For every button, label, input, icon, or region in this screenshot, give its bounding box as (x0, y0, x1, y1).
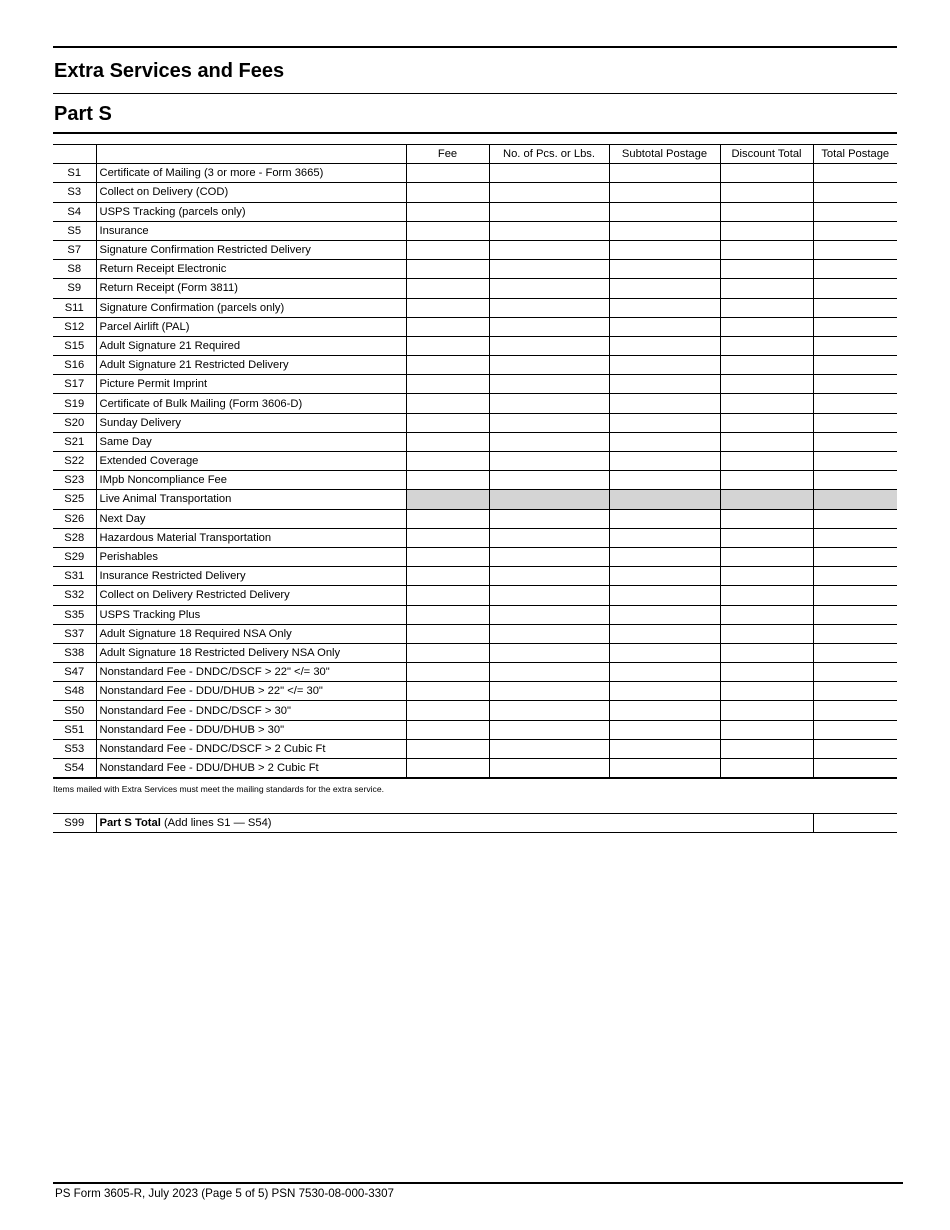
subtotal-input[interactable] (609, 394, 720, 413)
subtotal-input[interactable] (609, 701, 720, 720)
table-row (53, 202, 897, 221)
table-row (53, 394, 897, 413)
total-postage-input[interactable] (813, 814, 897, 833)
discount-input[interactable] (720, 759, 813, 779)
discount-input[interactable] (720, 624, 813, 643)
subtotal-input[interactable] (609, 260, 720, 279)
subtotal-input[interactable] (609, 759, 720, 779)
fee-input[interactable] (406, 605, 489, 624)
total-input[interactable] (813, 624, 897, 643)
total-input[interactable] (813, 682, 897, 701)
pieces-input[interactable] (489, 567, 609, 586)
extra-services-note: Items mailed with Extra Services must meet the mailing standards for the extra service. (53, 784, 384, 794)
total-input[interactable] (813, 528, 897, 547)
row-label: Adult Signature 21 Required (96, 336, 406, 355)
discount-input (720, 490, 813, 509)
row-code: S5 (53, 221, 96, 240)
subtotal-input[interactable] (609, 471, 720, 490)
subtotal-input[interactable] (609, 413, 720, 432)
row-label: Signature Confirmation Restricted Delivery (96, 240, 406, 259)
total-input[interactable] (813, 643, 897, 662)
table-row (53, 240, 897, 259)
total-input[interactable] (813, 336, 897, 355)
fee-input[interactable] (406, 336, 489, 355)
table-row (53, 528, 897, 547)
pieces-input[interactable] (489, 547, 609, 566)
table-row (53, 279, 897, 298)
pieces-input[interactable] (489, 164, 609, 183)
subtotal-input[interactable] (609, 240, 720, 259)
row-code: S19 (53, 394, 96, 413)
row-label: Return Receipt Electronic (96, 260, 406, 279)
fee-input[interactable] (406, 547, 489, 566)
row-code: S25 (53, 490, 96, 509)
total-input[interactable] (813, 720, 897, 739)
pieces-input[interactable] (489, 759, 609, 779)
table-row (53, 413, 897, 432)
subtotal-input (609, 490, 720, 509)
table-row (53, 586, 897, 605)
discount-input[interactable] (720, 240, 813, 259)
total-input (813, 490, 897, 509)
row-code: S11 (53, 298, 96, 317)
table-row (53, 547, 897, 566)
pieces-input[interactable] (489, 183, 609, 202)
discount-input[interactable] (720, 413, 813, 432)
fee-input[interactable] (406, 701, 489, 720)
pieces-input[interactable] (489, 682, 609, 701)
total-input[interactable] (813, 509, 897, 528)
fee-input[interactable] (406, 586, 489, 605)
subtotal-input[interactable] (609, 547, 720, 566)
fee-input[interactable] (406, 432, 489, 451)
row-label: Parcel Airlift (PAL) (96, 317, 406, 336)
fee-input[interactable] (406, 471, 489, 490)
total-input[interactable] (813, 605, 897, 624)
row-label: Collect on Delivery (COD) (96, 183, 406, 202)
row-code: S29 (53, 547, 96, 566)
discount-input[interactable] (720, 298, 813, 317)
total-input[interactable] (813, 375, 897, 394)
row-label: Nonstandard Fee - DDU/DHUB > 30" (96, 720, 406, 739)
table-row (53, 663, 897, 682)
subtotal-input[interactable] (609, 375, 720, 394)
row-code: S9 (53, 279, 96, 298)
pieces-input[interactable] (489, 663, 609, 682)
subtotal-input[interactable] (609, 739, 720, 758)
fee-input[interactable] (406, 682, 489, 701)
row-label: USPS Tracking Plus (96, 605, 406, 624)
subtotal-input[interactable] (609, 432, 720, 451)
row-code: S28 (53, 528, 96, 547)
row-label: Live Animal Transportation (96, 490, 406, 509)
subtotal-input[interactable] (609, 356, 720, 375)
row-code: S51 (53, 720, 96, 739)
row-label: Nonstandard Fee - DDU/DHUB > 22" </= 30" (96, 682, 406, 701)
discount-input[interactable] (720, 739, 813, 758)
pieces-input[interactable] (489, 336, 609, 355)
total-input[interactable] (813, 279, 897, 298)
total-input[interactable] (813, 202, 897, 221)
row-label: Adult Signature 21 Restricted Delivery (96, 356, 406, 375)
pieces-input (489, 490, 609, 509)
pieces-input[interactable] (489, 701, 609, 720)
row-label: Same Day (96, 432, 406, 451)
total-input[interactable] (813, 452, 897, 471)
row-code: S12 (53, 317, 96, 336)
pieces-input[interactable] (489, 413, 609, 432)
table-row (53, 260, 897, 279)
row-code: S50 (53, 701, 96, 720)
total-input[interactable] (813, 471, 897, 490)
column-header-pieces: No. of Pcs. or Lbs. (489, 145, 609, 164)
discount-input[interactable] (720, 317, 813, 336)
fee-input[interactable] (406, 739, 489, 758)
pieces-input[interactable] (489, 317, 609, 336)
fee-input[interactable] (406, 624, 489, 643)
row-code: S48 (53, 682, 96, 701)
table-row (53, 739, 897, 758)
row-label: Hazardous Material Transportation (96, 528, 406, 547)
subtotal-input[interactable] (609, 663, 720, 682)
pieces-input[interactable] (489, 394, 609, 413)
table-row (53, 567, 897, 586)
part-title: Part S (54, 103, 112, 125)
table-row (53, 490, 897, 509)
pieces-input[interactable] (489, 240, 609, 259)
subtotal-input[interactable] (609, 336, 720, 355)
subtotal-input[interactable] (609, 317, 720, 336)
total-input[interactable] (813, 221, 897, 240)
pieces-input[interactable] (489, 509, 609, 528)
pieces-input[interactable] (489, 260, 609, 279)
fee-input[interactable] (406, 240, 489, 259)
row-label: Nonstandard Fee - DNDC/DSCF > 22" </= 30" (96, 663, 406, 682)
fee-input[interactable] (406, 567, 489, 586)
fee-input[interactable] (406, 298, 489, 317)
discount-input[interactable] (720, 260, 813, 279)
total-input[interactable] (813, 298, 897, 317)
row-code: S17 (53, 375, 96, 394)
service-column-header (96, 145, 406, 164)
row-code: S22 (53, 452, 96, 471)
discount-input[interactable] (720, 221, 813, 240)
fee-input[interactable] (406, 356, 489, 375)
discount-input[interactable] (720, 547, 813, 566)
total-input[interactable] (813, 240, 897, 259)
row-code: S16 (53, 356, 96, 375)
column-header-total: Total Postage (813, 145, 897, 164)
fee-input[interactable] (406, 317, 489, 336)
subtotal-input[interactable] (609, 164, 720, 183)
total-input[interactable] (813, 183, 897, 202)
total-label-instruction: (Add lines S1 — S54) (160, 817, 272, 829)
table-row (53, 298, 897, 317)
row-code: S32 (53, 586, 96, 605)
discount-input[interactable] (720, 279, 813, 298)
discount-input[interactable] (720, 452, 813, 471)
total-input[interactable] (813, 260, 897, 279)
row-label: Picture Permit Imprint (96, 375, 406, 394)
row-code: S54 (53, 759, 96, 779)
discount-input[interactable] (720, 183, 813, 202)
fee-input (406, 490, 489, 509)
table-row (53, 605, 897, 624)
pieces-input[interactable] (489, 643, 609, 662)
footer-rule (53, 1182, 903, 1184)
total-input[interactable] (813, 547, 897, 566)
row-code: S31 (53, 567, 96, 586)
fee-input[interactable] (406, 720, 489, 739)
fee-input[interactable] (406, 183, 489, 202)
pieces-input[interactable] (489, 471, 609, 490)
row-code: S37 (53, 624, 96, 643)
discount-input[interactable] (720, 643, 813, 662)
row-label: Return Receipt (Form 3811) (96, 279, 406, 298)
row-code: S47 (53, 663, 96, 682)
table-row (53, 183, 897, 202)
pieces-input[interactable] (489, 298, 609, 317)
row-label: IMpb Noncompliance Fee (96, 471, 406, 490)
title-divider (53, 93, 897, 94)
total-code: S99 (53, 814, 96, 833)
part-divider (53, 132, 897, 134)
fee-input[interactable] (406, 509, 489, 528)
form-footer: PS Form 3605-R, July 2023 (Page 5 of 5) PSN 7530-08-000-3307 (55, 1187, 394, 1200)
row-code: S38 (53, 643, 96, 662)
fee-input[interactable] (406, 663, 489, 682)
subtotal-input[interactable] (609, 202, 720, 221)
subtotal-input[interactable] (609, 605, 720, 624)
total-input[interactable] (813, 567, 897, 586)
row-label: Nonstandard Fee - DNDC/DSCF > 30" (96, 701, 406, 720)
fee-input[interactable] (406, 759, 489, 779)
discount-input[interactable] (720, 164, 813, 183)
table-row (53, 720, 897, 739)
total-input[interactable] (813, 759, 897, 779)
total-row (53, 814, 897, 833)
fee-input[interactable] (406, 528, 489, 547)
row-code: S8 (53, 260, 96, 279)
subtotal-input[interactable] (609, 720, 720, 739)
fee-input[interactable] (406, 202, 489, 221)
subtotal-input[interactable] (609, 528, 720, 547)
discount-input[interactable] (720, 701, 813, 720)
subtotal-input[interactable] (609, 643, 720, 662)
discount-input[interactable] (720, 509, 813, 528)
pieces-input[interactable] (489, 221, 609, 240)
row-label: Perishables (96, 547, 406, 566)
discount-input[interactable] (720, 375, 813, 394)
subtotal-input[interactable] (609, 221, 720, 240)
row-code: S7 (53, 240, 96, 259)
table-row (53, 221, 897, 240)
fee-input[interactable] (406, 279, 489, 298)
fee-input[interactable] (406, 164, 489, 183)
subtotal-input[interactable] (609, 682, 720, 701)
table-row (53, 356, 897, 375)
fee-input[interactable] (406, 394, 489, 413)
top-rule (53, 46, 897, 48)
row-code: S53 (53, 739, 96, 758)
row-code: S26 (53, 509, 96, 528)
discount-input[interactable] (720, 663, 813, 682)
row-label: Adult Signature 18 Required NSA Only (96, 624, 406, 643)
discount-input[interactable] (720, 586, 813, 605)
row-label: Adult Signature 18 Restricted Delivery NSA Only (96, 643, 406, 662)
subtotal-input[interactable] (609, 183, 720, 202)
fee-input[interactable] (406, 413, 489, 432)
pieces-input[interactable] (489, 739, 609, 758)
row-code: S1 (53, 164, 96, 183)
table-row (53, 432, 897, 451)
fee-input[interactable] (406, 643, 489, 662)
code-column-header (53, 145, 96, 164)
row-label: Sunday Delivery (96, 413, 406, 432)
discount-input[interactable] (720, 720, 813, 739)
fee-input[interactable] (406, 221, 489, 240)
discount-input[interactable] (720, 528, 813, 547)
total-input[interactable] (813, 739, 897, 758)
fee-input[interactable] (406, 452, 489, 471)
total-label (96, 814, 813, 833)
table-row (53, 624, 897, 643)
row-label: Signature Confirmation (parcels only) (96, 298, 406, 317)
row-label: Insurance (96, 221, 406, 240)
row-code: S3 (53, 183, 96, 202)
column-header-fee: Fee (406, 145, 489, 164)
discount-input[interactable] (720, 394, 813, 413)
row-label: Nonstandard Fee - DNDC/DSCF > 2 Cubic Ft (96, 739, 406, 758)
row-label: Certificate of Bulk Mailing (Form 3606-D) (96, 394, 406, 413)
row-code: S4 (53, 202, 96, 221)
table-row (53, 759, 897, 779)
table-row (53, 509, 897, 528)
subtotal-input[interactable] (609, 624, 720, 643)
pieces-input[interactable] (489, 586, 609, 605)
table-row (53, 682, 897, 701)
pieces-input[interactable] (489, 356, 609, 375)
pieces-input[interactable] (489, 375, 609, 394)
row-label: Next Day (96, 509, 406, 528)
table-row (53, 375, 897, 394)
pieces-input[interactable] (489, 202, 609, 221)
row-code: S21 (53, 432, 96, 451)
subtotal-input[interactable] (609, 452, 720, 471)
table-row (53, 336, 897, 355)
row-label: Nonstandard Fee - DDU/DHUB > 2 Cubic Ft (96, 759, 406, 779)
row-label: Certificate of Mailing (3 or more - Form 3665) (96, 164, 406, 183)
table-row (53, 701, 897, 720)
fee-input[interactable] (406, 260, 489, 279)
discount-input[interactable] (720, 567, 813, 586)
discount-input[interactable] (720, 356, 813, 375)
page-title: Extra Services and Fees (54, 60, 285, 82)
table-row (53, 471, 897, 490)
column-header-discount: Discount Total (720, 145, 813, 164)
table-row (53, 317, 897, 336)
total-input[interactable] (813, 164, 897, 183)
total-input[interactable] (813, 663, 897, 682)
row-code: S23 (53, 471, 96, 490)
row-code: S15 (53, 336, 96, 355)
part-s-total-table (53, 813, 897, 833)
row-label: USPS Tracking (parcels only) (96, 202, 406, 221)
pieces-input[interactable] (489, 605, 609, 624)
row-label: Insurance Restricted Delivery (96, 567, 406, 586)
discount-input[interactable] (720, 432, 813, 451)
table-row (53, 164, 897, 183)
total-input[interactable] (813, 586, 897, 605)
total-label-bold: Part S Total (99, 817, 161, 829)
table-row (53, 452, 897, 471)
subtotal-input[interactable] (609, 586, 720, 605)
table-row (53, 643, 897, 662)
row-label: Extended Coverage (96, 452, 406, 471)
subtotal-input[interactable] (609, 509, 720, 528)
discount-input[interactable] (720, 202, 813, 221)
row-code: S20 (53, 413, 96, 432)
pieces-input[interactable] (489, 720, 609, 739)
pieces-input[interactable] (489, 279, 609, 298)
pieces-input[interactable] (489, 624, 609, 643)
subtotal-input[interactable] (609, 567, 720, 586)
discount-input[interactable] (720, 471, 813, 490)
pieces-input[interactable] (489, 452, 609, 471)
total-input[interactable] (813, 432, 897, 451)
discount-input[interactable] (720, 682, 813, 701)
total-input[interactable] (813, 356, 897, 375)
discount-input[interactable] (720, 605, 813, 624)
total-input[interactable] (813, 394, 897, 413)
discount-input[interactable] (720, 336, 813, 355)
pieces-input[interactable] (489, 432, 609, 451)
column-header-subtotal: Subtotal Postage (609, 145, 720, 164)
row-code: S35 (53, 605, 96, 624)
total-input[interactable] (813, 317, 897, 336)
total-input[interactable] (813, 701, 897, 720)
table-header-row (53, 145, 897, 164)
total-input[interactable] (813, 413, 897, 432)
pieces-input[interactable] (489, 528, 609, 547)
services-table (53, 144, 897, 779)
fee-input[interactable] (406, 375, 489, 394)
subtotal-input[interactable] (609, 298, 720, 317)
subtotal-input[interactable] (609, 279, 720, 298)
row-label: Collect on Delivery Restricted Delivery (96, 586, 406, 605)
